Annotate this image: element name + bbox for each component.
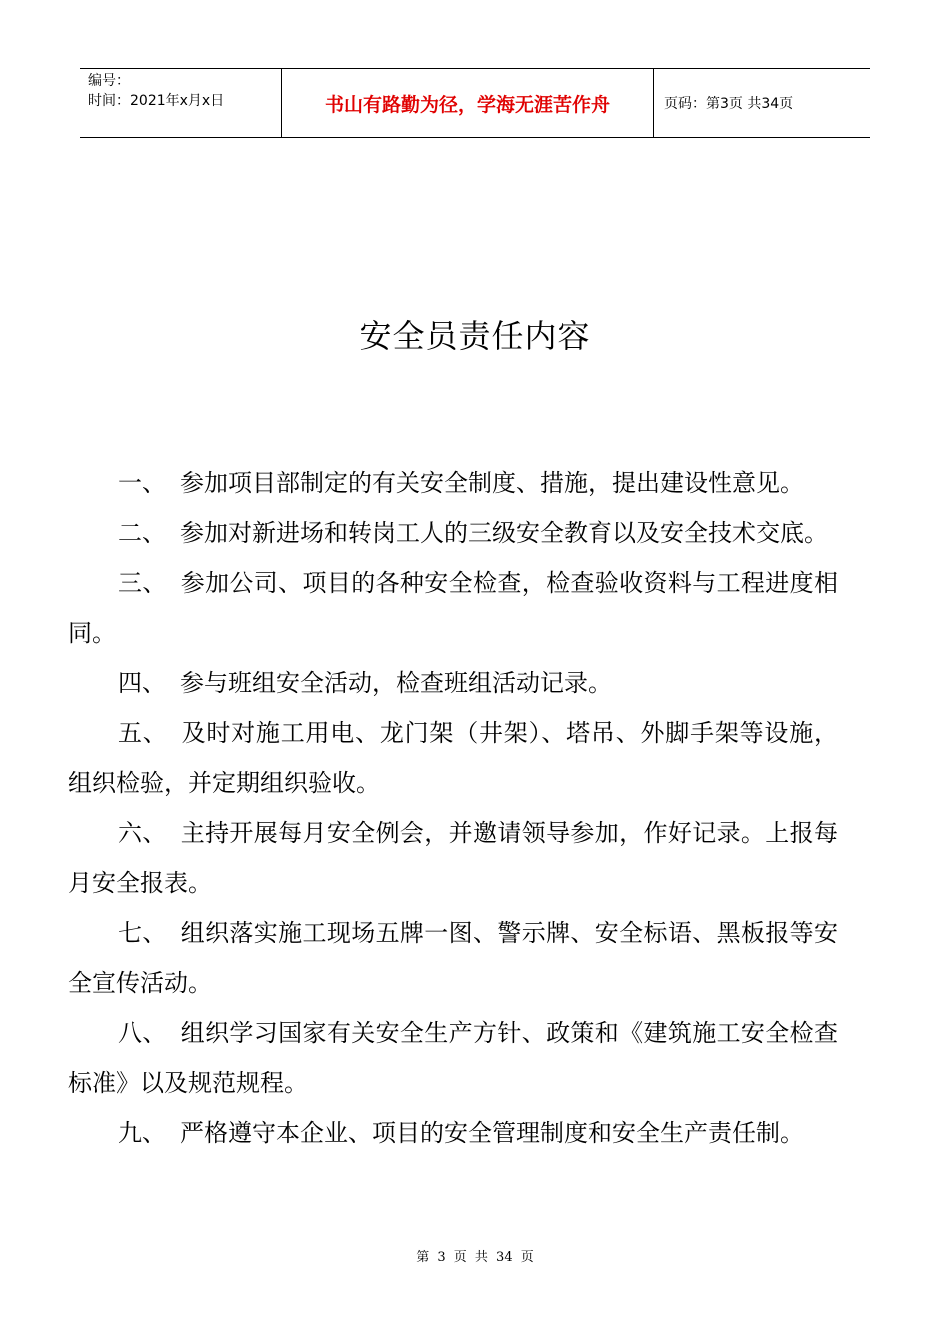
header-meta-cell xyxy=(80,69,282,137)
page-footer: 第 3 页 共 34 页 xyxy=(416,1250,534,1265)
paragraph xyxy=(68,1008,838,1108)
document-body xyxy=(68,458,838,1158)
paragraph-number: 二、 xyxy=(118,519,166,547)
paragraph-text: 参加公司、项目的各种安全检查，检查验收资料与工程进度相同。 xyxy=(68,569,839,647)
paragraph xyxy=(68,558,838,658)
paragraph-text: 参加项目部制定的有关安全制度、措施，提出建设性意见。 xyxy=(180,469,804,497)
header-number-label: 编号： xyxy=(88,73,130,89)
paragraph-number: 七、 xyxy=(118,919,167,947)
paragraph-number: 五、 xyxy=(118,719,168,747)
paragraph-text: 组织落实施工现场五牌一图、警示牌、安全标语、黑板报等安全宣传活动。 xyxy=(68,919,839,997)
paragraph-number: 九、 xyxy=(118,1119,166,1147)
paragraph-text: 严格遵守本企业、项目的安全管理制度和安全生产责任制。 xyxy=(180,1119,804,1147)
paragraph-number: 八、 xyxy=(118,1019,167,1047)
paragraph-text: 及时对施工用电、龙门架（井架）、塔吊、外脚手架等设施，组织检验，并定期组织验收。 xyxy=(68,719,839,797)
paragraph-text: 参与班组安全活动，检查班组活动记录。 xyxy=(180,669,612,697)
paragraph-text: 主持开展每月安全例会，并邀请领导参加，作好记录。上报每月安全报表。 xyxy=(68,819,839,897)
paragraph xyxy=(68,808,838,908)
paragraph-text: 参加对新进场和转岗工人的三级安全教育以及安全技术交底。 xyxy=(180,519,828,547)
header-page-info: 页码：第3页 共34页 xyxy=(664,96,794,112)
header-motto: 书山有路勤为径，学海无涯苦作舟 xyxy=(282,69,654,137)
paragraph-number: 三、 xyxy=(118,569,167,597)
paragraph xyxy=(68,508,838,558)
paragraph-number: 四、 xyxy=(118,669,166,697)
paragraph xyxy=(68,658,838,708)
paragraph xyxy=(68,1108,838,1158)
paragraph-number: 六、 xyxy=(118,819,167,847)
paragraph-number: 一、 xyxy=(118,469,166,497)
document-title: 安全员责任内容 xyxy=(359,317,591,355)
paragraph xyxy=(68,708,838,808)
paragraph-text: 组织学习国家有关安全生产方针、政策和《建筑施工安全检查标准》以及规范规程。 xyxy=(68,1019,839,1097)
header-date-label: 时间：2021年x月x日 xyxy=(88,93,225,109)
page-header xyxy=(80,68,870,138)
paragraph xyxy=(68,458,838,508)
paragraph xyxy=(68,908,838,1008)
